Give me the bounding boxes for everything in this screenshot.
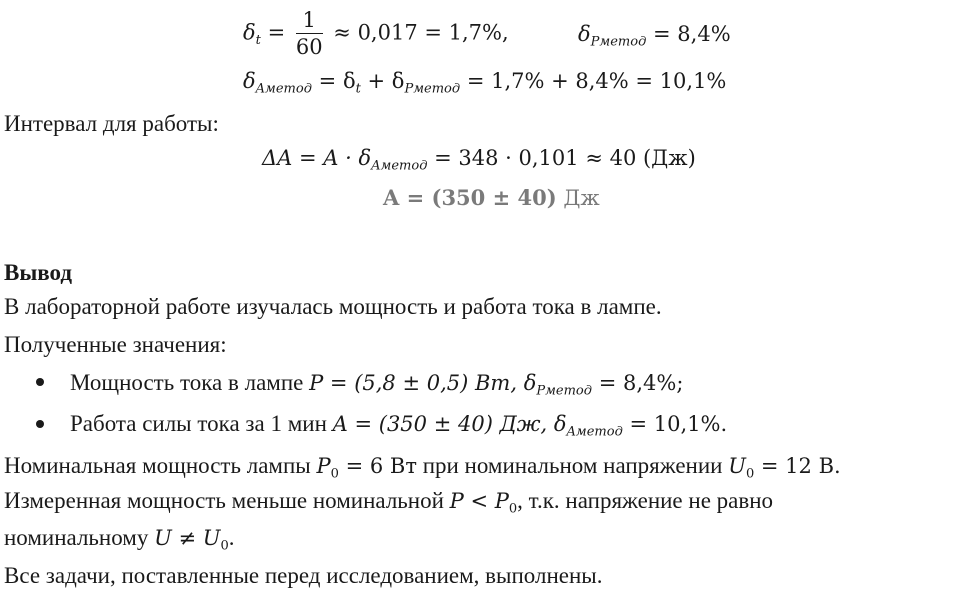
math-var: P bbox=[316, 454, 331, 478]
list-item-tail: = 10,1%. bbox=[629, 412, 728, 436]
subscript: 0 bbox=[220, 538, 229, 554]
list-item bbox=[70, 370, 684, 399]
list-item-text: Работа силы тока за 1 мин bbox=[70, 411, 327, 436]
equals: = bbox=[267, 20, 286, 45]
delta-symbol: δ bbox=[243, 69, 256, 93]
interval-label: Интервал для работы: bbox=[4, 111, 219, 136]
subscript: t bbox=[355, 81, 361, 97]
subscript: 0 bbox=[508, 501, 518, 517]
text: , т.к. напряжение не равно bbox=[517, 488, 774, 513]
formula-delta-work bbox=[262, 146, 696, 174]
fraction-denominator: 60 bbox=[295, 35, 323, 59]
list-item-math: A = (350 ± 40) Дж, δ bbox=[332, 412, 567, 436]
delta-symbol: δ bbox=[578, 22, 591, 46]
formula-rhs: = 8,4% bbox=[653, 22, 731, 46]
paragraph bbox=[4, 488, 774, 517]
subscript: Pметод bbox=[404, 81, 461, 97]
fraction bbox=[296, 10, 323, 58]
subscript: Aметод bbox=[255, 81, 312, 97]
formula-rhs: = 348 · 0,101 ≈ 40 (Дж) bbox=[434, 146, 696, 170]
subscript: Aметод bbox=[371, 158, 428, 174]
math-value: = 6 Вт bbox=[345, 454, 417, 478]
bullet-icon bbox=[36, 378, 44, 386]
formula-delta-p bbox=[578, 22, 731, 50]
text: Измеренная мощность меньше номинальной bbox=[4, 488, 444, 513]
formula-work-result bbox=[383, 187, 600, 209]
formula-term: = δ bbox=[318, 69, 356, 93]
paragraph bbox=[4, 453, 841, 482]
text: Номинальная мощность лампы bbox=[4, 453, 311, 478]
unit: Дж bbox=[563, 186, 600, 210]
text: при номинальном напряжении bbox=[422, 453, 723, 478]
bullet-icon bbox=[36, 420, 44, 428]
formula-term: + δ bbox=[367, 69, 405, 93]
formula-bold: A = (350 ± 40) bbox=[383, 185, 557, 210]
text: . bbox=[228, 525, 235, 550]
subscript: 0 bbox=[330, 466, 339, 482]
math-value: = 12 В. bbox=[760, 454, 841, 478]
subscript: Aметод bbox=[566, 424, 623, 440]
list-item-math: P = (5,8 ± 0,5) Вт, δ bbox=[309, 371, 537, 395]
formula-rhs: = 1,7% + 8,4% = 10,1% bbox=[466, 69, 727, 93]
list-item-text: Мощность тока в лампе bbox=[70, 370, 304, 395]
paragraph bbox=[4, 525, 235, 554]
math-var: U bbox=[728, 454, 746, 478]
math-var: U ≠ U bbox=[154, 526, 221, 550]
math-var: P < P bbox=[449, 489, 509, 513]
conclusion-title: Вывод bbox=[4, 260, 73, 285]
list-item bbox=[70, 411, 728, 440]
formula-delta-a bbox=[243, 69, 727, 97]
paragraph: Полученные значения: bbox=[4, 332, 227, 357]
subscript: t bbox=[255, 33, 261, 49]
list-item-tail: = 8,4%; bbox=[598, 371, 684, 395]
subscript: Pметод bbox=[536, 383, 593, 399]
subscript: Pметод bbox=[590, 34, 647, 50]
delta-symbol: δ bbox=[243, 20, 256, 45]
fraction-numerator: 1 bbox=[296, 10, 323, 34]
paragraph: Все задачи, поставленные перед исследованием, выполнены. bbox=[4, 563, 603, 588]
subscript: 0 bbox=[745, 466, 755, 482]
text: номинальному bbox=[4, 525, 149, 550]
paragraph: В лабораторной работе изучалась мощность и работа тока в лампе. bbox=[4, 294, 662, 319]
formula-rhs: ≈ 0,017 = 1,7%, bbox=[333, 20, 509, 45]
formula-lhs: ΔA = A · δ bbox=[262, 146, 372, 170]
formula-delta-t bbox=[243, 10, 509, 58]
